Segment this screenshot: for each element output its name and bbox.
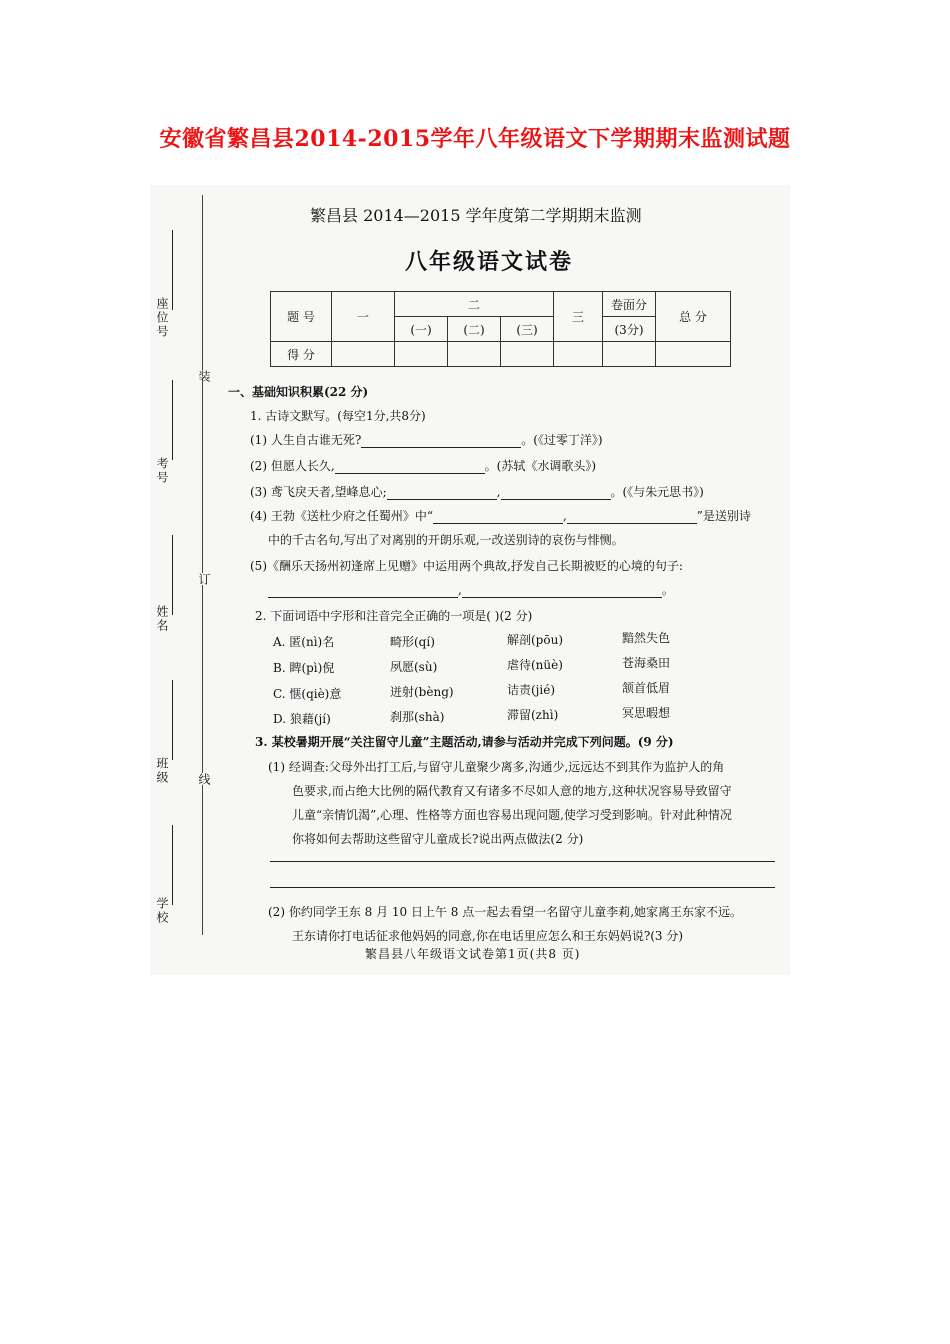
cut-mark-ding: 订 bbox=[197, 573, 211, 585]
row-score-label: 得 分 bbox=[271, 342, 332, 367]
q1-item-5-answer: , 。 bbox=[268, 581, 674, 598]
score-table bbox=[270, 291, 731, 367]
answer-blank[interactable] bbox=[387, 499, 497, 500]
q2-option-b-3: 虐待(nüè) bbox=[507, 658, 563, 672]
q2-option-d-3: 滞留(zhì) bbox=[507, 708, 559, 722]
q3-part2-line-2: 王东请你打电话征求他妈妈的同意,你在电话里应怎么和王东妈妈说?(3 分) bbox=[292, 929, 684, 943]
score-cell[interactable] bbox=[603, 342, 656, 367]
header-part-3: 三 bbox=[554, 292, 603, 342]
score-cell[interactable] bbox=[448, 342, 501, 367]
q2-option-a-3: 解剖(pōu) bbox=[507, 633, 563, 647]
section-1-title: 一、基础知识积累(22 分) bbox=[228, 385, 369, 399]
q1-item-2-source: 。(苏轼《水调歌头》) bbox=[484, 459, 597, 473]
binding-margin bbox=[150, 185, 220, 975]
q1-item-1 bbox=[250, 431, 603, 448]
answer-blank[interactable] bbox=[361, 447, 521, 448]
exam-no-blank bbox=[172, 380, 174, 460]
q1-item-3: (3) 鸢飞戾天者,望峰息心; , 。(《与朱元思书》) bbox=[250, 485, 704, 499]
q3-part1-line-4: 你将如何去帮助这些留守儿童成长?说出两点做法(2 分) bbox=[292, 832, 584, 846]
q2-option-c-1: C. 惬(qiè)意 bbox=[273, 687, 342, 701]
answer-blank[interactable] bbox=[433, 523, 563, 524]
q1-item-1-source: 。(《过零丁洋》) bbox=[521, 433, 603, 447]
answer-blank[interactable] bbox=[567, 523, 697, 524]
score-cell[interactable] bbox=[332, 342, 395, 367]
header-paper-score: 卷面分 bbox=[603, 292, 656, 317]
q1-item-1-text: (1) 人生自古谁无死? bbox=[250, 433, 362, 447]
name-label: 姓名 bbox=[155, 605, 169, 633]
cut-mark-xian: 线 bbox=[197, 773, 211, 785]
q3-part1-line-2: 色要求,而占绝大比例的隔代教育又有诸多不尽如人意的地方,这种状况容易导致留守 bbox=[292, 784, 732, 798]
q1-item-4-tail: ”是送别诗 bbox=[696, 509, 751, 523]
seat-blank bbox=[172, 230, 174, 310]
score-cell[interactable] bbox=[656, 342, 731, 367]
q1-item-2-text: (2) 但愿人长久, bbox=[250, 459, 335, 473]
header-part-1: 一 bbox=[332, 292, 395, 342]
class-label: 班级 bbox=[155, 757, 169, 785]
q2-option-d-2: 刹那(shà) bbox=[390, 710, 445, 724]
exam-name: 八年级语文试卷 bbox=[405, 249, 574, 275]
q1-title: 1. 古诗文默写。(每空1分,共8分) bbox=[250, 409, 426, 423]
page-footer: 繁昌县八年级语文试卷第1页(共8 页) bbox=[365, 947, 581, 961]
q2-option-a-4: 黯然失色 bbox=[622, 631, 671, 645]
header-part-2: 二 bbox=[395, 292, 554, 317]
q3-part2-line-1: (2) 你约同学王东 8 月 10 日上午 8 点一起去看望一名留守儿童李莉,她家离王东家不远。 bbox=[268, 905, 743, 919]
q2-option-a-1: A. 匿(nì)名 bbox=[273, 635, 335, 649]
q2-option-b-2: 夙愿(sù) bbox=[390, 660, 438, 674]
document-title: 安徽省繁昌县2014-2015学年八年级语文下学期期末监测试题 bbox=[159, 126, 791, 152]
scanned-exam-page bbox=[150, 185, 790, 975]
answer-blank[interactable] bbox=[462, 597, 662, 598]
school-blank bbox=[172, 825, 174, 905]
cut-mark-zhuang: 装 bbox=[197, 370, 211, 382]
answer-line[interactable] bbox=[270, 861, 775, 862]
q1-item-4-text: (4) 王勃《送杜少府之任蜀州》中“ bbox=[250, 509, 433, 523]
q3-part1-line-3: 儿童“亲情饥渴”,心理、性格等方面也容易出现问题,使学习受到影响。针对此种情况 bbox=[292, 808, 732, 822]
header-paper-points: (3分) bbox=[603, 317, 656, 342]
q1-item-4: (4) 王勃《送杜少府之任蜀州》中“ , ”是送别诗 bbox=[250, 509, 751, 523]
exam-header: 繁昌县 2014—2015 学年度第二学期期末监测 bbox=[310, 206, 642, 225]
q1-item-5: (5)《酬乐天扬州初逢席上见赠》中运用两个典故,抒发自己长期被贬的心境的句子: bbox=[250, 559, 683, 573]
q2-option-a-2: 畸形(qí) bbox=[390, 635, 435, 649]
q1-item-4-cont: 中的千古名句,写出了对离别的开朗乐观,一改送别诗的哀伤与悱恻。 bbox=[268, 533, 624, 547]
class-blank bbox=[172, 680, 174, 760]
exam-no-label: 考号 bbox=[155, 457, 169, 485]
q3-title: 3. 某校暑期开展“关注留守儿童”主题活动,请参与活动并完成下列问题。(9 分) bbox=[255, 735, 674, 749]
q3-part1-line-1: (1) 经调查:父母外出打工后,与留守儿童聚少离多,沟通少,远远达不到其作为监护人的角 bbox=[268, 760, 725, 774]
header-question-no: 题 号 bbox=[271, 292, 332, 342]
q1-item-3-source: 。(《与朱元思书》) bbox=[610, 485, 704, 499]
q1-item-2 bbox=[250, 457, 596, 474]
q2-option-d-1: D. 狼藉(jí) bbox=[273, 712, 331, 726]
school-label: 学校 bbox=[155, 897, 169, 925]
name-blank bbox=[172, 535, 174, 615]
q2-option-b-1: B. 睥(pì)倪 bbox=[273, 661, 335, 675]
answer-line[interactable] bbox=[270, 887, 775, 888]
header-sub-3: (三) bbox=[501, 317, 554, 342]
binding-line bbox=[202, 195, 203, 935]
header-total: 总 分 bbox=[656, 292, 731, 342]
header-sub-1: (一) bbox=[395, 317, 448, 342]
q2-title: 2. 下面词语中字形和注音完全正确的一项是( )(2 分) bbox=[255, 609, 533, 623]
seat-label: 座位号 bbox=[155, 297, 169, 339]
header-sub-2: (二) bbox=[448, 317, 501, 342]
q2-option-c-2: 迸射(bèng) bbox=[390, 685, 454, 699]
answer-blank[interactable] bbox=[501, 499, 611, 500]
q2-option-c-4: 颔首低眉 bbox=[622, 681, 671, 695]
answer-blank[interactable] bbox=[268, 597, 458, 598]
score-cell[interactable] bbox=[501, 342, 554, 367]
score-cell[interactable] bbox=[554, 342, 603, 367]
answer-blank[interactable] bbox=[335, 473, 485, 474]
score-cell[interactable] bbox=[395, 342, 448, 367]
q2-option-d-4: 冥思暇想 bbox=[622, 706, 671, 720]
q2-option-b-4: 苍海桑田 bbox=[622, 656, 671, 670]
q1-item-3-text: (3) 鸢飞戾天者,望峰息心; bbox=[250, 485, 387, 499]
q2-option-c-3: 诘责(jié) bbox=[507, 683, 556, 697]
